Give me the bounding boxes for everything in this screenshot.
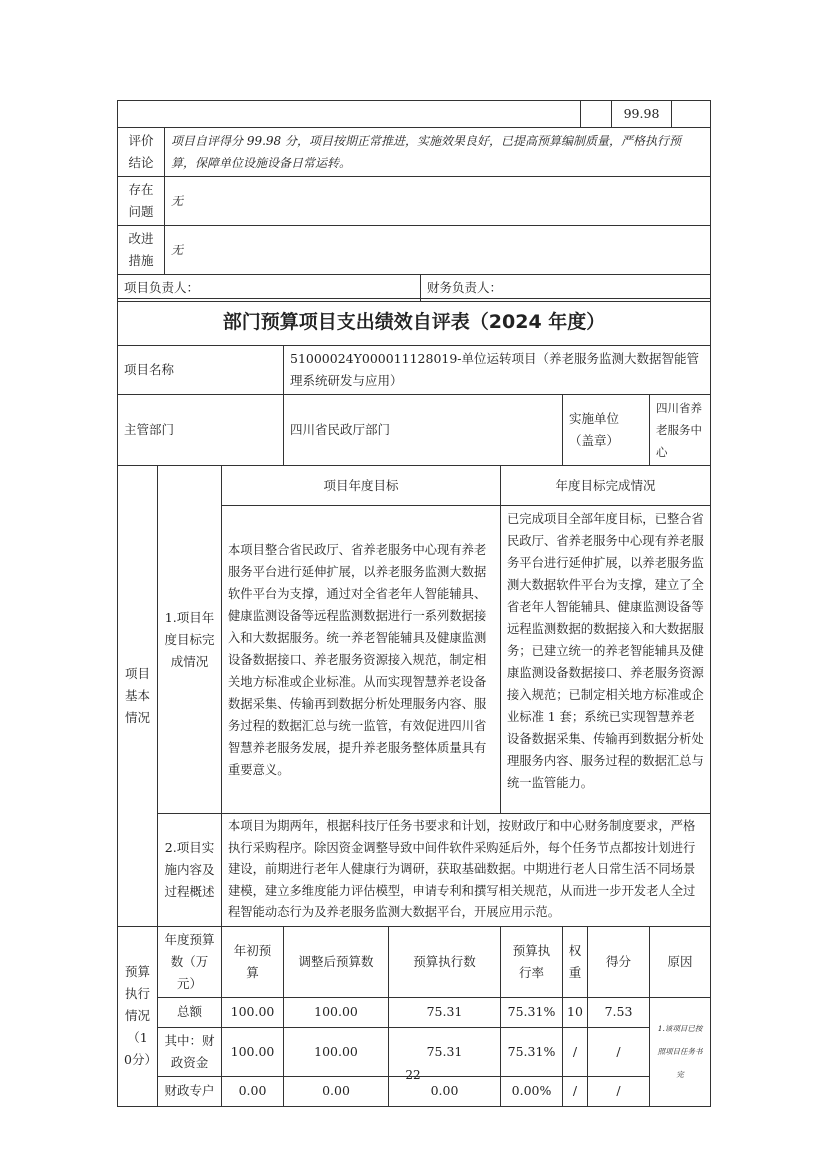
done-header: 年度目标完成情况 (501, 466, 711, 506)
evaluation-form (117, 298, 711, 1107)
budget-cell: 100.00 (222, 1027, 284, 1076)
budget-cell: 总额 (158, 997, 222, 1027)
budget-cell: 其中：财政资金 (158, 1027, 222, 1076)
goal-header: 项目年度目标 (222, 466, 501, 506)
budget-cell: 75.31 (389, 1027, 501, 1076)
project-name-label: 项目名称 (118, 346, 284, 395)
finance-owner: 财务负责人： (421, 275, 711, 302)
goal-text: 本项目整合省民政厅、省养老服务中心现有养老服务平台进行延伸扩展，以养老服务监测大数据软件平台为支撑，通过对全省老年人智能辅具、健康监测设备等远程监测数据进行一系列数据接入和大数据服务。统一养老智能辅具及健康监测设备数据接口、养老服务资源接入规范，制定相关地方标准或企业标准。从而实现智慧养老设备数据采集、传输再到数据分析处理服务内容、服务过程的数据汇总与统一监管，有效促进四川省智慧养老服务发展，提升养老服务整体质量具有重要意义。 (222, 506, 501, 814)
budget-header: 年度预算数（万元） (158, 926, 222, 997)
improve-label: 改进措施 (118, 226, 165, 275)
dept-label: 主管部门 (118, 395, 284, 466)
table-row (118, 997, 711, 1027)
impl-unit-value: 四川省养老服务中心 (650, 395, 711, 466)
budget-header: 权重 (563, 926, 588, 997)
budget-cell: / (588, 1027, 650, 1076)
budget-cell: 100.00 (284, 997, 389, 1027)
budget-cell: / (563, 1027, 588, 1076)
score-cell: 99.98 (612, 101, 672, 128)
impl-unit-label: 实施单位（盖章） (563, 395, 650, 466)
goal-label: 1.项目年度目标完成情况 (158, 466, 222, 814)
budget-cell: 10 (563, 997, 588, 1027)
form-title: 部门预算项目支出绩效自评表（2024 年度） (118, 299, 711, 346)
budget-label: 预算执行情况（10分） (118, 926, 158, 1106)
budget-header: 得分 (588, 926, 650, 997)
budget-header: 调整后预算数 (284, 926, 389, 997)
budget-cell: 0.00 (284, 1076, 389, 1106)
empty-cell (118, 101, 581, 128)
budget-header: 预算执行数 (389, 926, 501, 997)
empty-cell (672, 101, 711, 128)
eval-text: 项目自评得分 99.98 分，项目按期正常推进，实施效果良好，已提高预算编制质量，严格执行预算，保障单位设施设备日常运转。 (165, 128, 711, 177)
basic-info-label: 项目基本情况 (118, 466, 158, 927)
budget-cell: 0.00 (389, 1076, 501, 1106)
budget-cell: 100.00 (284, 1027, 389, 1076)
project-name: 51000024Y000011128019-单位运转项目（养老服务监测大数据智能管理系统研发与应用） (284, 346, 711, 395)
budget-cell: 7.53 (588, 997, 650, 1027)
issue-text: 无 (165, 177, 711, 226)
budget-header: 原因 (650, 926, 711, 997)
budget-cell: 财政专户 (158, 1076, 222, 1106)
top-table (117, 100, 711, 302)
page-number: 22 (405, 1068, 421, 1082)
empty-cell (581, 101, 612, 128)
budget-cell: / (588, 1076, 650, 1106)
impl-content-label: 2.项目实施内容及过程概述 (158, 814, 222, 927)
budget-header: 年初预算 (222, 926, 284, 997)
impl-content-text: 本项目为期两年，根据科技厅任务书要求和计划，按财政厅和中心财务制度要求，严格执行采购程序。除因资金调整导致中间件软件采购延后外，每个任务节点都按计划进行建设，前期进行老年人健康行为调研，获取基础数据。中期进行老人日常生活不同场景建模，建立多维度能力评估模型，申请专利和撰写相关规范，从而进一步开发老人全过程智能动态行为及养老服务监测大数据平台，开展应用示范。 (222, 814, 711, 927)
budget-cell: 75.31 (389, 997, 501, 1027)
project-owner: 项目负责人： (118, 275, 421, 302)
improve-text: 无 (165, 226, 711, 275)
budget-cell: / (563, 1076, 588, 1106)
budget-cell: 100.00 (222, 997, 284, 1027)
eval-label: 评价结论 (118, 128, 165, 177)
budget-cell: 75.31% (501, 997, 563, 1027)
budget-cell: 75.31% (501, 1027, 563, 1076)
done-text: 已完成项目全部年度目标，已整合省民政厅、省养老服务中心现有养老服务平台进行延伸扩展，以养老服务监测大数据软件平台为支撑，建立了全省老年人智能辅具、健康监测设备等远程监测数据的数据接入和大数据服务；已建立统一的养老智能辅具及健康监测设备数据接口、养老服务资源接入规范；已制定相关地方标准或企业标准 1 套；系统已实现智慧养老设备数据采集、传输再到数据分析处理服务内容、服务过程的数据汇总与统一监管能力。 (501, 506, 711, 814)
dept-value: 四川省民政厅部门 (284, 395, 563, 466)
issue-label: 存在问题 (118, 177, 165, 226)
reason-text: 1.该项目已按照项目任务书完 (650, 997, 711, 1106)
budget-header: 预算执行率 (501, 926, 563, 997)
budget-cell: 0.00 (222, 1076, 284, 1106)
budget-cell: 0.00% (501, 1076, 563, 1106)
